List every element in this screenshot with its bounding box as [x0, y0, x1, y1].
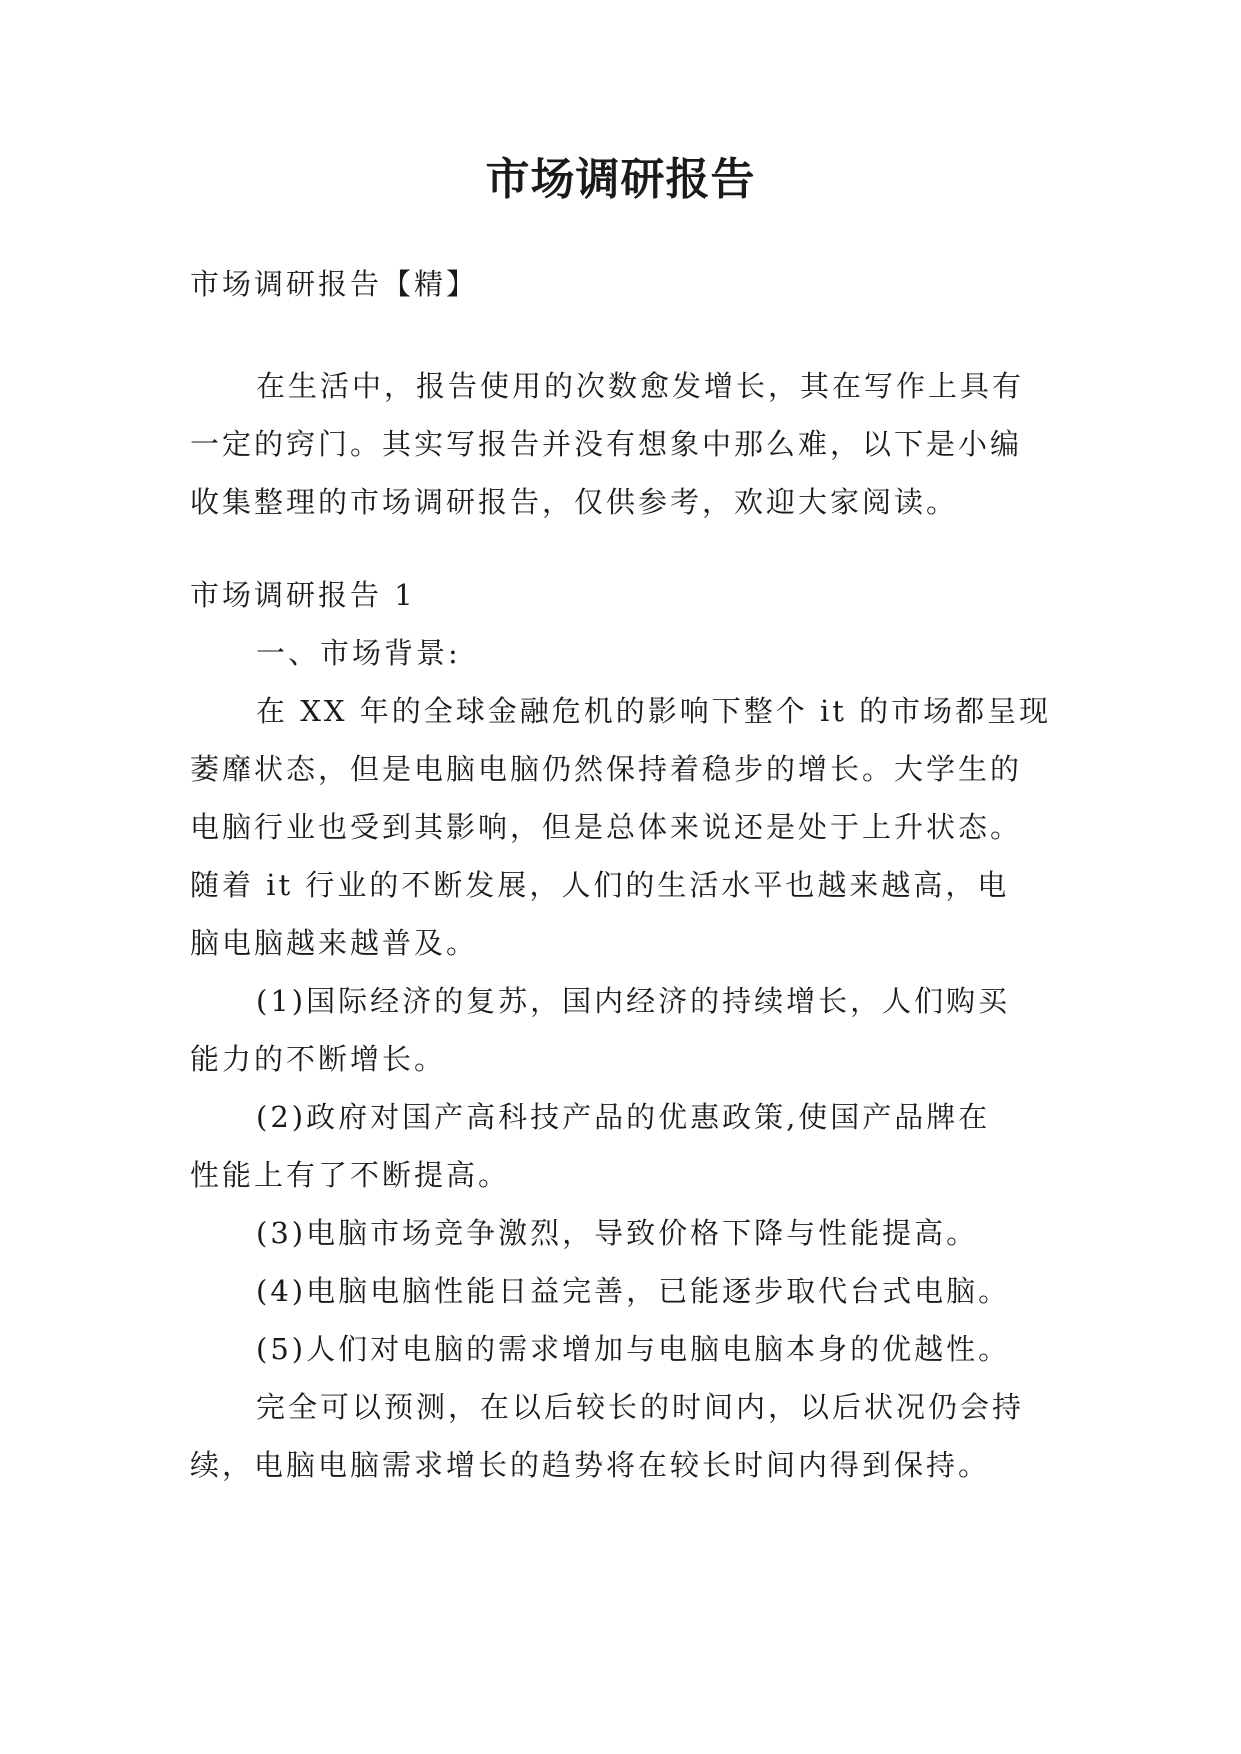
intro-line: 收集整理的市场调研报告，仅供参考，欢迎大家阅读。 [190, 485, 959, 519]
document-title: 市场调研报告 [485, 154, 756, 205]
list-item-line: 能力的不断增长。 [190, 1042, 447, 1076]
market-background-paragraph [190, 682, 1050, 972]
section-heading: 市场调研报告 1 [190, 578, 416, 612]
list-item-line: (1)国际经济的复苏，国内经济的持续增长，人们购买 [256, 984, 1011, 1018]
intro-line: 一定的窍门。其实写报告并没有想象中那么难，以下是小编 [190, 427, 1023, 461]
list-item-4: (4)电脑电脑性能日益完善，已能逐步取代台式电脑。 [256, 1274, 1011, 1308]
conclusion-line: 续，电脑电脑需求增长的趋势将在较长时间内得到保持。 [190, 1448, 991, 1482]
list-item-5: (5)人们对电脑的需求增加与电脑电脑本身的优越性。 [256, 1332, 1011, 1366]
document-subtitle: 市场调研报告【精】 [190, 267, 479, 301]
list-item-2 [190, 1088, 1050, 1204]
section-heading-block [190, 566, 1050, 682]
list-item-3: (3)电脑市场竞争激烈，导致价格下降与性能提高。 [256, 1216, 979, 1250]
list-item-line: 性能上有了不断提高。 [190, 1158, 511, 1192]
conclusion-line: 完全可以预测，在以后较长的时间内，以后状况仍会持 [256, 1390, 1025, 1424]
conclusion-paragraph [190, 1378, 1050, 1494]
list-item-1 [190, 972, 1050, 1088]
list-item-line: (2)政府对国产高科技产品的优惠政策,使国产品牌在 [256, 1100, 991, 1134]
paragraph-line: 萎靡状态，但是电脑电脑仍然保持着稳步的增长。大学生的 [190, 752, 1023, 786]
subtitle-block [190, 255, 1050, 313]
intro-paragraph [190, 357, 1050, 531]
paragraph-line: 在 XX 年的全球金融危机的影响下整个 it 的市场都呈现 [256, 694, 1052, 728]
list-items-3-5 [190, 1204, 1050, 1378]
intro-line: 在生活中，报告使用的次数愈发增长，其在写作上具有 [256, 369, 1025, 403]
paragraph-line: 脑电脑越来越普及。 [190, 926, 479, 960]
paragraph-line: 随着 it 行业的不断发展，人们的生活水平也越来越高，电 [190, 868, 1010, 902]
paragraph-line: 电脑行业也受到其影响，但是总体来说还是处于上升状态。 [190, 810, 1023, 844]
market-background-heading: 一、市场背景: [256, 636, 461, 670]
